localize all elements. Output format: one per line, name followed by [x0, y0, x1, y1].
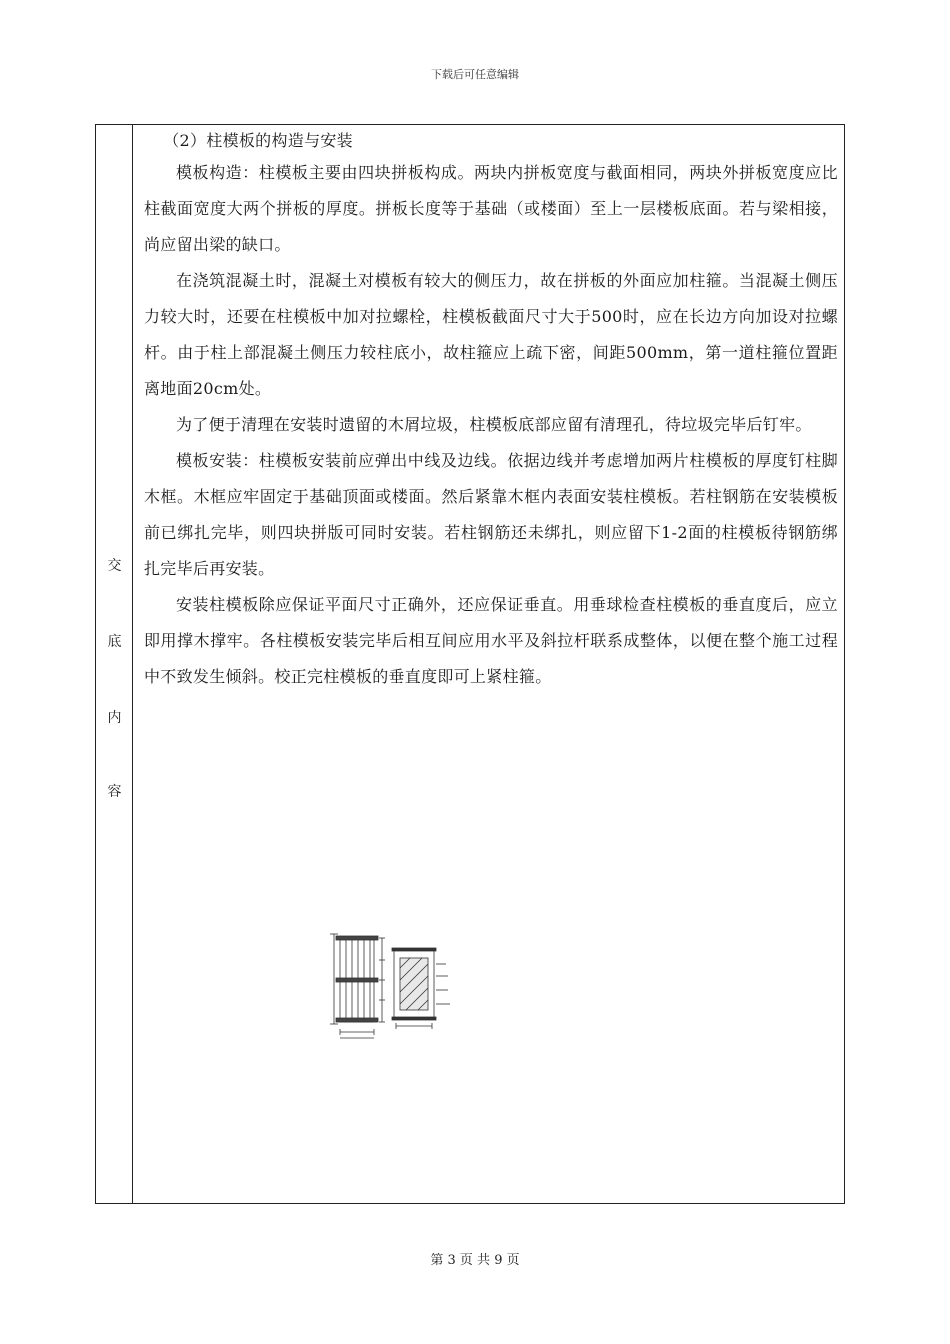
content-body [144, 127, 838, 695]
side-label-column [96, 125, 133, 1203]
formwork-elevation [330, 934, 385, 1038]
paragraph: 模板安装：柱模板安装前应弹出中线及边线。依据边线并考虑增加两片柱模板的厚度钉柱脚木框。木框应牢固定于基础顶面或楼面。然后紧靠木框内表面安装柱模板。若柱钢筋在安装模板前已绑扎完毕，则四块拼版可同时安装。若柱钢筋还未绑扎，则应留下1-2面的柱模板待钢筋绑扎完毕后再安装。 [144, 451, 838, 578]
paragraph: 模板构造：柱模板主要由四块拼板构成。两块内拼板宽度与截面相同，两块外拼板宽度应比柱截面宽度大两个拼板的厚度。拼板长度等于基础（或楼面）至上一层楼板底面。若与梁相接，尚应留出梁的缺口。 [144, 163, 838, 254]
side-label-char: 内 [107, 710, 122, 726]
column-formwork-diagram [330, 928, 460, 1046]
paragraph: 安装柱模板除应保证平面尺寸正确外，还应保证垂直。用垂球检查柱模板的垂直度后，应立即用撑木撑牢。各柱模板安装完毕后相互间应用水平及斜拉杆联系成整体，以便在整个施工过程中不致发生倾斜。校正完柱模板的垂直度即可上紧柱箍。 [144, 595, 838, 686]
formwork-plan-section [392, 948, 450, 1029]
page-header: 下载后可任意编辑 [431, 68, 519, 81]
side-label-char: 容 [107, 784, 122, 800]
page-footer: 第 3 页 共 9 页 [430, 1253, 520, 1268]
disclosure-table [95, 124, 845, 1204]
section-heading: （2）柱模板的构造与安装 [163, 131, 353, 150]
side-label-char: 底 [107, 634, 122, 650]
side-label-char: 交 [107, 558, 122, 574]
paragraph: 为了便于清理在安装时遗留的木屑垃圾，柱模板底部应留有清理孔，待垃圾完毕后钉牢。 [176, 415, 812, 434]
paragraph: 在浇筑混凝土时，混凝土对模板有较大的侧压力，故在拼板的外面应加柱箍。当混凝土侧压力较大时，还要在柱模板中加对拉螺栓，柱模板截面尺寸大于500时，应在长边方向加设对拉螺杆。由于柱上部混凝土侧压力较柱底小，故柱箍应上疏下密，间距500mm，第一道柱箍位置距离地面20cm处。 [144, 271, 838, 398]
